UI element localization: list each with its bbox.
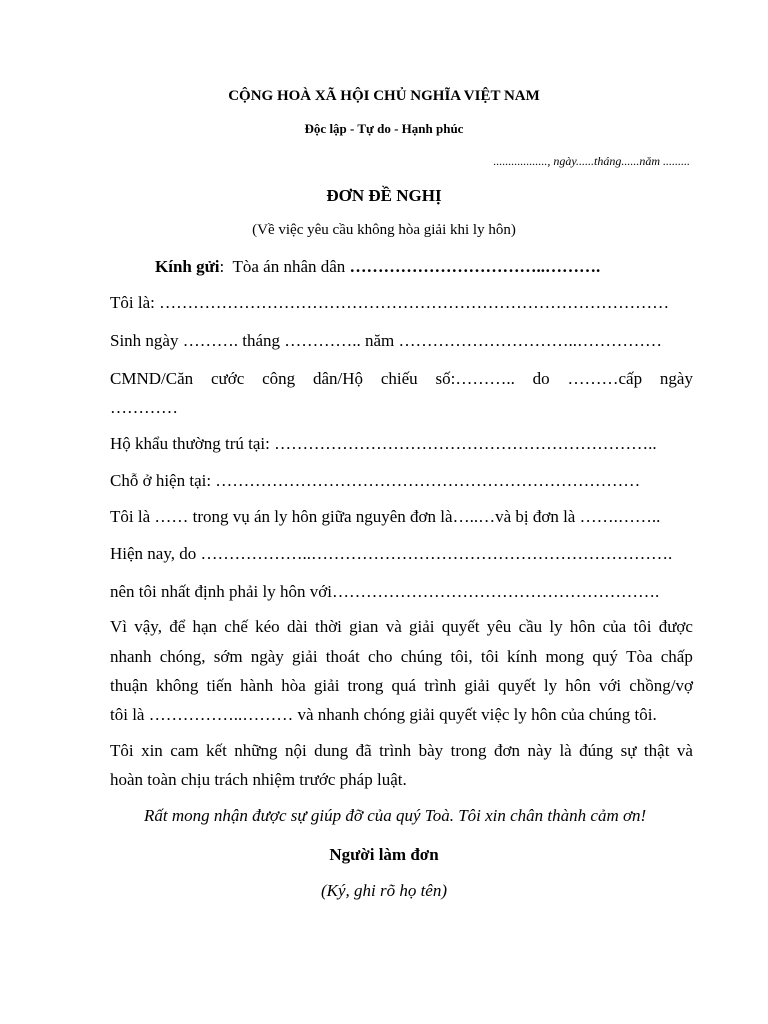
word: với: [598, 676, 622, 695]
word: trong: [347, 676, 384, 695]
request-line-3: [110, 676, 693, 696]
id-word: dân/Hộ: [312, 369, 363, 388]
word: quá: [391, 676, 417, 695]
signature-note: (Ký, ghi rõ họ tên): [320, 881, 448, 900]
recipient-value: Tòa án nhân dân: [232, 257, 346, 276]
signer-title: Người làm đơn: [329, 845, 439, 864]
word: là: [559, 741, 572, 760]
word: bày: [418, 741, 444, 760]
word: hành: [240, 676, 274, 695]
word: của: [602, 617, 627, 636]
id-word: do: [532, 369, 550, 388]
field-must-divorce: nên tôi nhất định phải ly hôn với………………………………………………….: [110, 582, 660, 601]
word: đã: [355, 741, 372, 760]
commitment-line-2: hoàn toàn chịu trách nhiệm trước pháp luật.: [110, 770, 407, 789]
word: kính: [507, 647, 538, 666]
word: để: [169, 617, 186, 636]
word: kéo: [255, 617, 280, 636]
word: chúng: [400, 647, 443, 666]
field-current-address: Chỗ ở hiện tại: …………………………………………………………………: [110, 471, 641, 490]
field-birth: Sinh ngày ………. tháng ………….. năm …………………………..……………: [110, 331, 663, 350]
recipient-dots: ……………………………..……….: [349, 257, 601, 276]
field-reason: Hiện nay, do ………………..……………………………………………………….: [110, 544, 673, 563]
word: Tôi: [110, 741, 134, 760]
word: Tòa: [626, 647, 653, 666]
word: quyết: [441, 617, 480, 636]
field-role: Tôi là …… trong vụ án ly hôn giữa nguyên đơn là…..…và bị đơn là …….……..: [110, 507, 661, 526]
thanks-line: Rất mong nhận được sự giúp đỡ của quý Toà. Tôi xin chân thành cảm ơn!: [144, 806, 647, 825]
field-id-continuation: …………: [110, 398, 178, 417]
word: hôn: [565, 676, 591, 695]
word: Vì: [110, 617, 127, 636]
id-word: công: [262, 369, 296, 388]
word: đơn: [493, 741, 520, 760]
recipient-colon: :: [219, 257, 225, 276]
word: trình: [424, 676, 457, 695]
field-id-line: [110, 369, 693, 389]
field-name: Tôi là: ………………………………………………………………………………: [110, 293, 670, 312]
word: trong: [450, 741, 487, 760]
word: xin: [141, 741, 163, 760]
word: tôi,: [450, 647, 473, 666]
request-line-1: [110, 617, 693, 637]
id-word: ………cấp: [567, 369, 643, 388]
request-line-4: tôi là ……………..……… và nhanh chóng giải quyết việc ly hôn của chúng tôi.: [110, 705, 657, 724]
word: kết: [206, 741, 227, 760]
word: dung: [314, 741, 349, 760]
place-date-line: .................., ngày......tháng......năm .........: [493, 154, 690, 168]
word: cho: [367, 647, 393, 666]
word: quyết: [498, 676, 536, 695]
word: sớm: [213, 647, 243, 666]
word: ngày: [250, 647, 284, 666]
id-word: chiếu: [380, 369, 418, 388]
word: giải: [408, 617, 435, 636]
word: thời: [314, 617, 342, 636]
word: và: [676, 741, 693, 760]
word: nhanh: [110, 647, 152, 666]
word: chế: [224, 617, 248, 636]
word: ly: [543, 676, 558, 695]
word: và: [385, 617, 402, 636]
word: giải: [313, 676, 340, 695]
word: đúng: [579, 741, 614, 760]
id-word: CMND/Căn: [110, 369, 194, 388]
request-line-2: [110, 647, 693, 667]
word: hòa: [281, 676, 306, 695]
word: tiến: [206, 676, 232, 695]
id-word: cước: [210, 369, 245, 388]
id-word: ngày: [659, 369, 693, 388]
id-word: số:………..: [435, 369, 515, 388]
word: những: [234, 741, 278, 760]
document-subtitle: (Về việc yêu cầu không hòa giải khi ly hôn): [252, 222, 516, 238]
word: cầu: [518, 617, 543, 636]
word: chấp: [660, 647, 693, 666]
word: hôn: [569, 617, 596, 636]
recipient-line: [155, 257, 600, 277]
word: giải: [292, 647, 318, 666]
recipient-label: Kính gửi: [155, 257, 220, 276]
word: tôi: [480, 647, 499, 666]
field-residence: Hộ khẩu thường trú tại: …………………………………………………………..: [110, 434, 657, 453]
word: gian: [349, 617, 379, 636]
word: thật: [643, 741, 670, 760]
word: nội: [284, 741, 307, 760]
national-title: CỘNG HOÀ XÃ HỘI CHỦ NGHĨA VIỆT NAM: [228, 88, 540, 104]
word: chồng/vợ: [629, 676, 693, 695]
document-title: ĐƠN ĐỀ NGHỊ: [326, 186, 442, 205]
word: yêu: [486, 617, 512, 636]
word: không: [155, 676, 199, 695]
word: thoát: [325, 647, 360, 666]
word: chóng,: [159, 647, 206, 666]
word: tôi: [633, 617, 652, 636]
word: hạn: [192, 617, 218, 636]
word: ly: [549, 617, 563, 636]
commitment-line-1: [110, 741, 693, 761]
word: dài: [286, 617, 308, 636]
national-motto: Độc lập - Tự do - Hạnh phúc: [304, 121, 464, 136]
word: được: [658, 617, 693, 636]
word: trình: [379, 741, 412, 760]
word: mong: [545, 647, 585, 666]
word: quý: [592, 647, 618, 666]
word: sự: [620, 741, 637, 760]
word: vậy,: [134, 617, 162, 636]
word: này: [527, 741, 552, 760]
word: cam: [170, 741, 199, 760]
word: giải: [464, 676, 490, 695]
word: thuận: [110, 676, 148, 695]
